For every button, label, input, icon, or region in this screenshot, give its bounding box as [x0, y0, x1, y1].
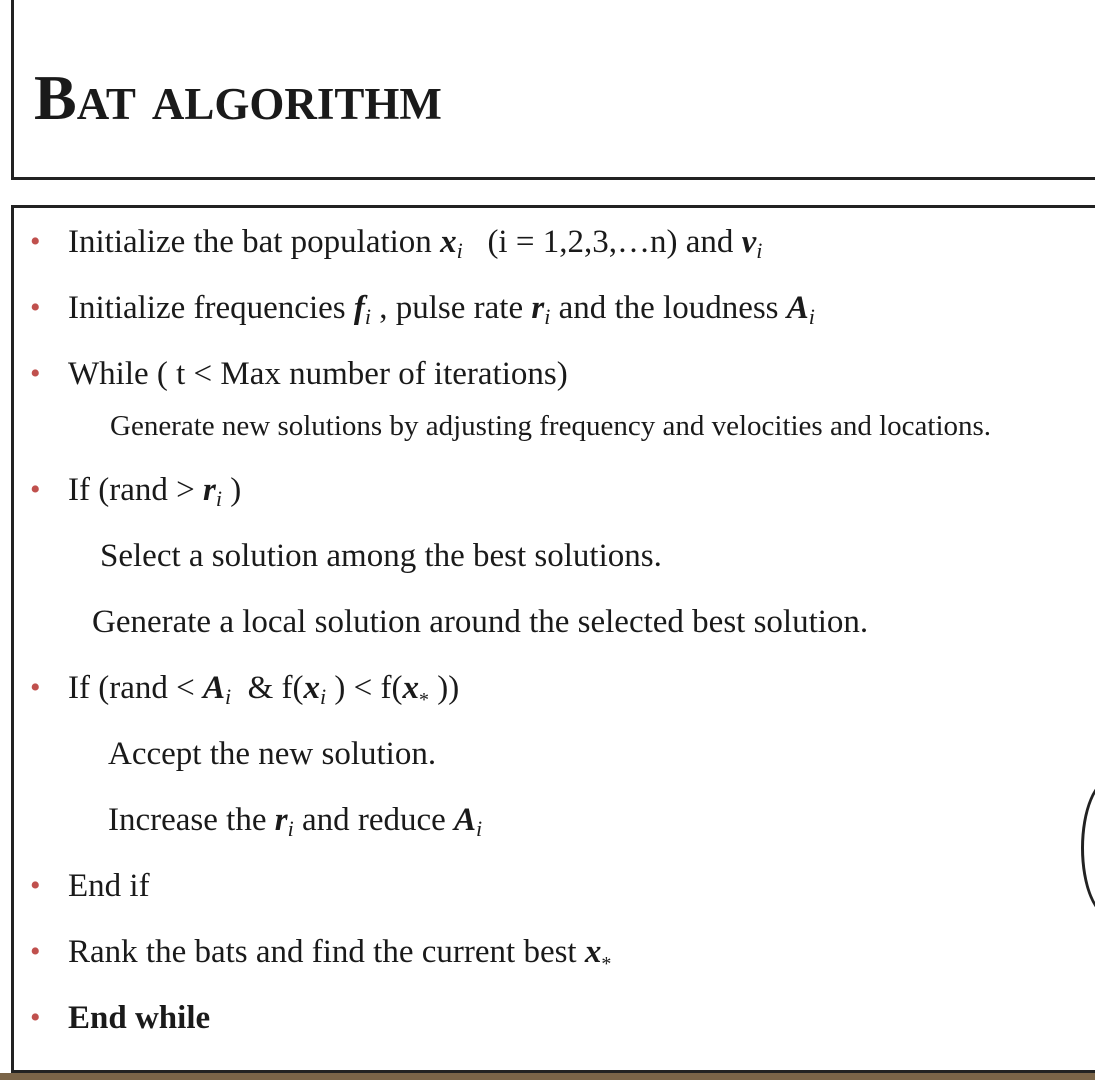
line-while [68, 354, 568, 394]
line-generate-new [110, 406, 991, 446]
text: Rank the bats and find the current best [68, 934, 585, 970]
text: ) < f( [326, 670, 403, 706]
text: )) [428, 670, 460, 706]
line-if-rand-lt [68, 668, 459, 720]
slide-title [34, 62, 442, 133]
text: If (rand < [68, 670, 203, 706]
text: Increase the [108, 802, 275, 838]
symbol-a: A [786, 290, 809, 326]
bullet: • [30, 1001, 41, 1034]
symbol-r: r [202, 472, 216, 508]
symbol-x: x [402, 670, 419, 706]
line-select-solution [100, 536, 662, 576]
symbol-f: f [353, 290, 365, 326]
symbol-a: A [454, 802, 477, 838]
subscript: i [224, 684, 232, 709]
subscript: i [476, 816, 483, 841]
subscript: i [287, 816, 294, 841]
subscript: i [320, 684, 327, 709]
text: Initialize the bat population [68, 224, 441, 260]
text: Initialize frequencies [68, 290, 354, 326]
subscript-star: * [601, 953, 612, 975]
symbol-a: A [202, 670, 225, 706]
title-box [11, 0, 1095, 180]
symbol-v: v [741, 224, 757, 260]
line-init-frequencies [68, 288, 815, 337]
line-accept [108, 734, 436, 774]
title-first-letter: B [34, 62, 77, 133]
title-rest: at algorithm [76, 62, 442, 133]
line-if-rand-gt [68, 470, 241, 519]
line-end-while [68, 998, 210, 1038]
text: (i = 1,2,3,…n) and [462, 224, 742, 260]
bullet: • [30, 671, 41, 704]
line-increase [108, 800, 482, 849]
text: Select a solution among the best solutions. [100, 538, 662, 574]
text: While ( t < Max number of iterations) [68, 356, 568, 392]
subscript-star: * [418, 689, 429, 711]
subscript: i [456, 238, 463, 263]
symbol-r: r [531, 290, 545, 326]
line-rank [68, 932, 611, 984]
text: ) [221, 472, 242, 508]
text: and reduce [293, 802, 455, 838]
bullet: • [30, 357, 41, 390]
bullet: • [30, 291, 41, 324]
text: End while [68, 1000, 211, 1036]
bullet: • [30, 869, 41, 902]
text: If (rand > [68, 472, 203, 508]
subscript: i [808, 304, 815, 329]
subscript: i [215, 486, 222, 511]
symbol-x: x [303, 670, 321, 706]
text: Generate a local solution around the selected best solution. [92, 604, 869, 640]
text: , pulse rate [370, 290, 532, 326]
subscript: i [544, 304, 551, 329]
background-edge [0, 1073, 1095, 1080]
text: & f( [231, 670, 304, 706]
text: and the loudness [550, 290, 787, 326]
line-init-population [68, 222, 762, 271]
text: Accept the new solution. [108, 736, 437, 772]
symbol-x: x [584, 934, 602, 970]
decorative-curve [1081, 778, 1095, 918]
bullet: • [30, 473, 41, 506]
symbol-r: r [274, 802, 288, 838]
bullet: • [30, 935, 41, 968]
text: Generate new solutions by adjusting frequency and velocities and locations. [110, 410, 992, 442]
bullet: • [30, 225, 41, 258]
line-end-if [68, 866, 150, 906]
text: End if [68, 868, 150, 904]
symbol-x: x [440, 224, 457, 260]
subscript: i [756, 238, 763, 263]
subscript: i [364, 304, 371, 329]
line-generate-local [92, 602, 868, 642]
content-box [11, 205, 1095, 1073]
